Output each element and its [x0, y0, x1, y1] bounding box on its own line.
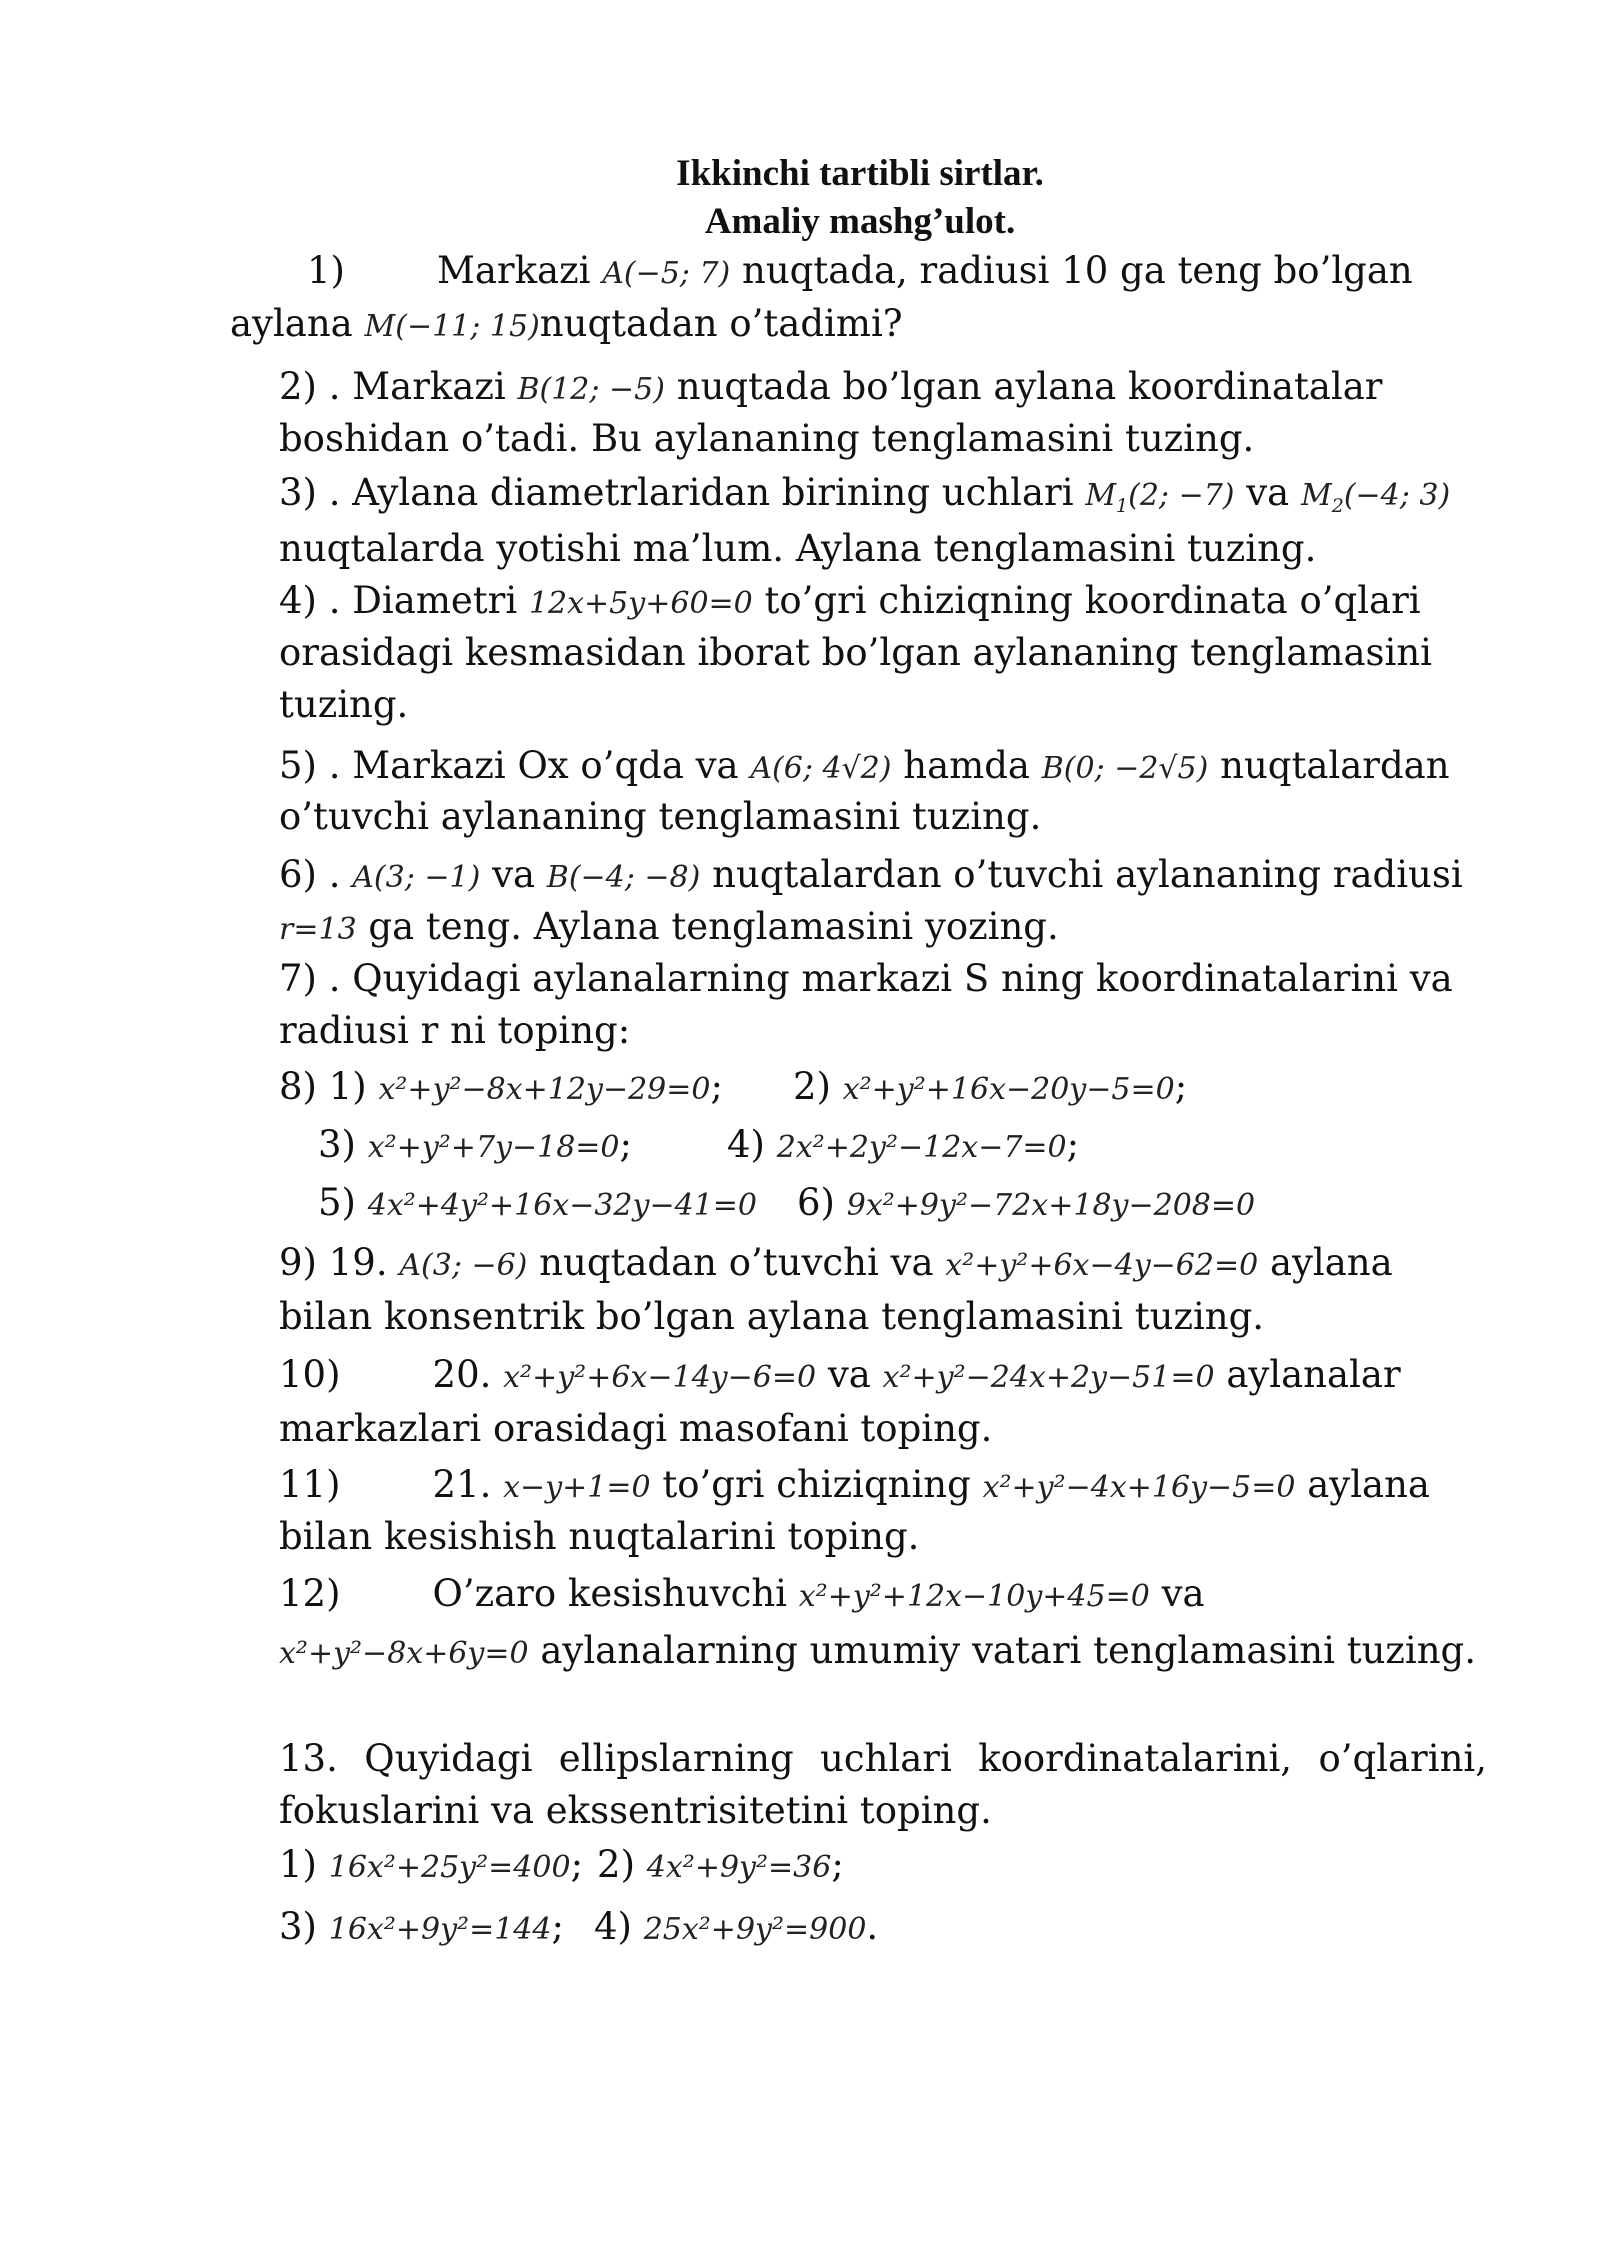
- math-circle-equation: x²+y²+16x−20y−5=0: [842, 1072, 1175, 1107]
- problem-7-line-2: radiusi r ni toping:: [279, 1009, 631, 1052]
- math-circle-equation: x²+y²+6x−4y−62=0: [945, 1248, 1259, 1283]
- problem-6-line-1: 6) . A(3; −1) va B(−4; −8) nuqtalardan o’tuvchi aylananing radiusi: [279, 853, 1463, 896]
- math-point-a: A(3; −6): [399, 1248, 528, 1283]
- math-point-b: B(−4; −8): [546, 860, 701, 895]
- math-point-a: A(−5; 7): [602, 256, 731, 291]
- problem-9-line-1: 9) 19. A(3; −6) nuqtadan o’tuvchi va x²+y²+6x−4y−62=0 aylana: [279, 1241, 1393, 1284]
- math-point-a: A(3; −1): [352, 860, 481, 895]
- math-circle-equation: 9x²+9y²−72x+18y−208=0: [846, 1188, 1256, 1223]
- math-circle-equation: x²+y²+12x−10y+45=0: [798, 1579, 1150, 1614]
- problem-7-line-1: 7) . Quyidagi aylanalarning markazi S ning koordinatalarini va: [279, 957, 1453, 1000]
- math-ellipse-equation: 4x²+9y²=36: [646, 1850, 832, 1885]
- problem-1-line-1: 1) Markazi A(−5; 7) nuqtada, radiusi 10 ga teng bo’lgan: [307, 249, 1413, 292]
- problem-10-line-1: 10) 20. x²+y²+6x−14y−6=0 va x²+y²−24x+2y−51=0 aylanalar: [279, 1353, 1401, 1396]
- problem-3-line-2: nuqtalarda yotishi ma’lum. Aylana tenglamasini tuzing.: [279, 527, 1317, 570]
- problem-11-line-1: 11) 21. x−y+1=0 to’gri chiziqning x²+y²−4x+16y−5=0 aylana: [279, 1463, 1430, 1506]
- problem-12-line-2: x²+y²−8x+6y=0 aylanalarning umumiy vatari tenglamasini tuzing.: [279, 1629, 1476, 1672]
- math-circle-equation: x²+y²−8x+6y=0: [279, 1636, 529, 1671]
- problem-5-line-1: 5) . Markazi Ox o’qda va A(6; 4√2) hamda B(0; −2√5) nuqtalardan: [279, 744, 1450, 787]
- problem-8-line-2: 3) x²+y²+7y−18=0; 4) 2x²+2y²−12x−7=0;: [318, 1123, 1080, 1166]
- problem-13-line-2: fokuslarini va ekssentrisitetini toping.: [279, 1789, 992, 1832]
- document-subtitle: Amaliy mashg’ulot.: [704, 201, 1016, 242]
- math-ellipse-equation: 16x²+9y²=144: [328, 1912, 552, 1947]
- math-circle-equation: x²+y²−24x+2y−51=0: [882, 1360, 1215, 1395]
- math-circle-equation: 2x²+2y²−12x−7=0: [776, 1130, 1067, 1165]
- math-circle-equation: x²+y²+6x−14y−6=0: [503, 1360, 817, 1395]
- math-point-b: B(0; −2√5): [1041, 751, 1209, 786]
- math-circle-equation: 4x²+4y²+16x−32y−41=0: [367, 1188, 758, 1223]
- math-point-a: A(6; 4√2): [750, 751, 892, 786]
- problem-11-line-2: bilan kesishish nuqtalarini toping.: [279, 1515, 920, 1558]
- problem-2-line-1: 2) . Markazi B(12; −5) nuqtada bo’lgan aylana koordinatalar: [279, 365, 1383, 408]
- problem-13-line-1: 13. Quyidagi ellipslarning uchlari koordinatalarini, o’qlarini,: [279, 1737, 1487, 1780]
- problem-9-line-2: bilan konsentrik bo’lgan aylana tenglamasini tuzing.: [279, 1295, 1265, 1338]
- math-line-equation: 12x+5y+60=0: [528, 586, 753, 621]
- problem-8-line-3: 5) 4x²+4y²+16x−32y−41=0 6) 9x²+9y²−72x+18y−208=0: [318, 1181, 1256, 1224]
- problem-12-line-1: 12) O’zaro kesishuvchi x²+y²+12x−10y+45=0 va: [279, 1572, 1205, 1615]
- math-point-m: M(−11; 15): [364, 309, 540, 344]
- math-point-b: B(12; −5): [517, 372, 665, 407]
- math-radius: r=13: [279, 912, 357, 947]
- problem-13-line-4: 3) 16x²+9y²=144; 4) 25x²+9y²=900.: [279, 1905, 879, 1948]
- problem-4-line-2: orasidagi kesmasidan iborat bo’lgan aylananing tenglamasini: [279, 631, 1433, 674]
- math-line-equation: x−y+1=0: [503, 1470, 651, 1505]
- problem-10-line-2: markazlari orasidagi masofani toping.: [279, 1407, 993, 1450]
- problem-4-line-3: tuzing.: [279, 683, 409, 726]
- problem-1-line-2: aylana M(−11; 15)nuqtadan o’tadimi?: [230, 302, 903, 345]
- math-ellipse-equation: 16x²+25y²=400: [328, 1850, 571, 1885]
- problem-8-line-1: 8) 1) x²+y²−8x+12y−29=0; 2) x²+y²+16x−20y−5=0;: [279, 1065, 1188, 1108]
- problem-5-line-2: o’tuvchi aylananing tenglamasini tuzing.: [279, 795, 1042, 838]
- document-title: Ikkinchi tartibli sirtlar.: [676, 153, 1044, 194]
- math-ellipse-equation: 25x²+9y²=900: [643, 1912, 867, 1947]
- problem-13-line-3: 1) 16x²+25y²=400; 2) 4x²+9y²=36;: [279, 1843, 844, 1886]
- problem-6-line-2: r=13 ga teng. Aylana tenglamasini yozing.: [279, 905, 1059, 948]
- problem-3-line-1: 3) . Aylana diametrlaridan birining uchlari $M_1(2$; −7) va $M_2(-4$; 3): [279, 471, 1451, 517]
- problem-2-line-2: boshidan o’tadi. Bu aylananing tenglamasini tuzing.: [279, 417, 1255, 460]
- math-circle-equation: x²+y²+7y−18=0: [367, 1130, 620, 1165]
- math-circle-equation: x²+y²−8x+12y−29=0: [378, 1072, 711, 1107]
- math-point-m2: $M_2(-4$; 3): [1301, 478, 1451, 517]
- math-point-m1: $M_1(2$; −7): [1085, 478, 1235, 517]
- math-circle-equation: x²+y²−4x+16y−5=0: [982, 1470, 1296, 1505]
- problem-4-line-1: 4) . Diametri 12x+5y+60=0 to’gri chiziqning koordinata o’qlari: [279, 579, 1421, 622]
